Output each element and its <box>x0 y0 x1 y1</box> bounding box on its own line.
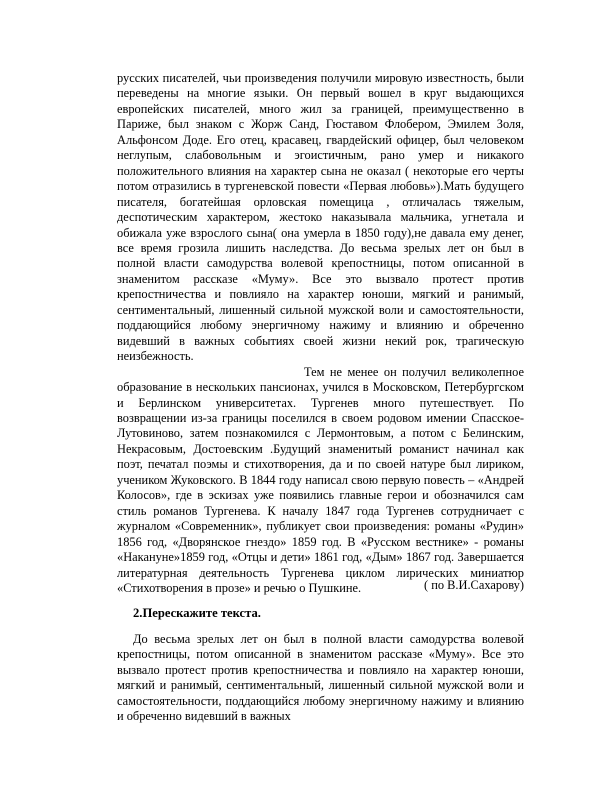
paragraph-3: До весьма зрелых лет он был в полной власти самодурства волевой крепостницы, потом описанной в знаменитом рассказе «Муму». Все это вызвало протест против крепостничества и повлияло на характер юноши, мягкий и ранимый, сентиментальный, лишенный сильной мужской воли и самостоятельности, поддающийся любому энергичному нажиму и влиянию и обреченно видевший в важных <box>117 632 524 724</box>
task-heading: 2.Перескажите текста. <box>133 606 261 620</box>
source-attribution: ( по В.И.Сахарову) <box>424 578 524 592</box>
body-text-block <box>117 71 524 596</box>
paragraph-2: Тем не менее он получил великолепное образование в нескольких пансионах, учился в Московском, Петербургском и Берлинском университетах. Тургенев много путешествует. По возвращении из-за границы поселился в своем родовом имении Спасское-Лутовиново, затем познакомился с Лермонтовым, а потом с Белинским, Некрасовым, Достоевским .Будущий знаменитый романист начинал как поэт, печатал поэмы и стихотворения, да и по своей натуре был лириком, учеником Жуковского. В 1844 году написал свою первую повесть – «Андрей Колосов», где в эскизах уже появились главные герои и обозначился сам стиль романов Тургенева. К началу 1847 года Тургенев сотрудничает с журналом «Современник», публикует свои произведения: романы «Рудин» 1856 год, «Дворянское гнездо» 1859 год. В «Русском вестнике» - романы «Накануне»1859 год, «Отцы и дети» 1861 год, «Дым» 1867 год. Завершается литературная деятельность Тургенева циклом лирических миниатюр «Стихотворения в прозе» и речью о Пушкине. <box>117 364 524 595</box>
paragraph-1: русских писателей, чьи произведения получили мировую известность, были переведены на многие языки. Он первый вошел в круг выдающихся европейских писателей, много жил за границей, преимущественно в Париже, был знаком с Жорж Санд, Гюставом Флобером, Эмилем Золя, Альфонсом Доде. Его отец, красавец, гвардейский офицер, был человеком неглупым, слабовольным и эгоистичным, рано умер и никакого положительного влияния на характер сына не оказал ( некоторые его черты потом отразились в тургеневской повести «Первая любовь»).Мать будущего писателя, богатейшая орловская помещица , отличалась тяжелым, деспотическим характером, жестоко наказывала мальчика, угнетала и обижала уже взрослого сына( она умерла в 1850 году),не давала ему денег, все время грозила лишить наследства. До весьма зрелых лет он был в полной власти самодурства волевой крепостницы, потом описанной в знаменитом рассказе «Муму». Все это вызвало протест против крепостничества и повлияло на характер юноши, мягкий и ранимый, сентиментальный, лишенный сильной мужской воли и самостоятельности, поддающийся любому энергичному нажиму и влиянию и обреченно видевший в важных событиях своей жизни некий рок, трагическую неизбежность. <box>117 71 524 364</box>
paragraph-2-wrapper <box>117 365 524 597</box>
